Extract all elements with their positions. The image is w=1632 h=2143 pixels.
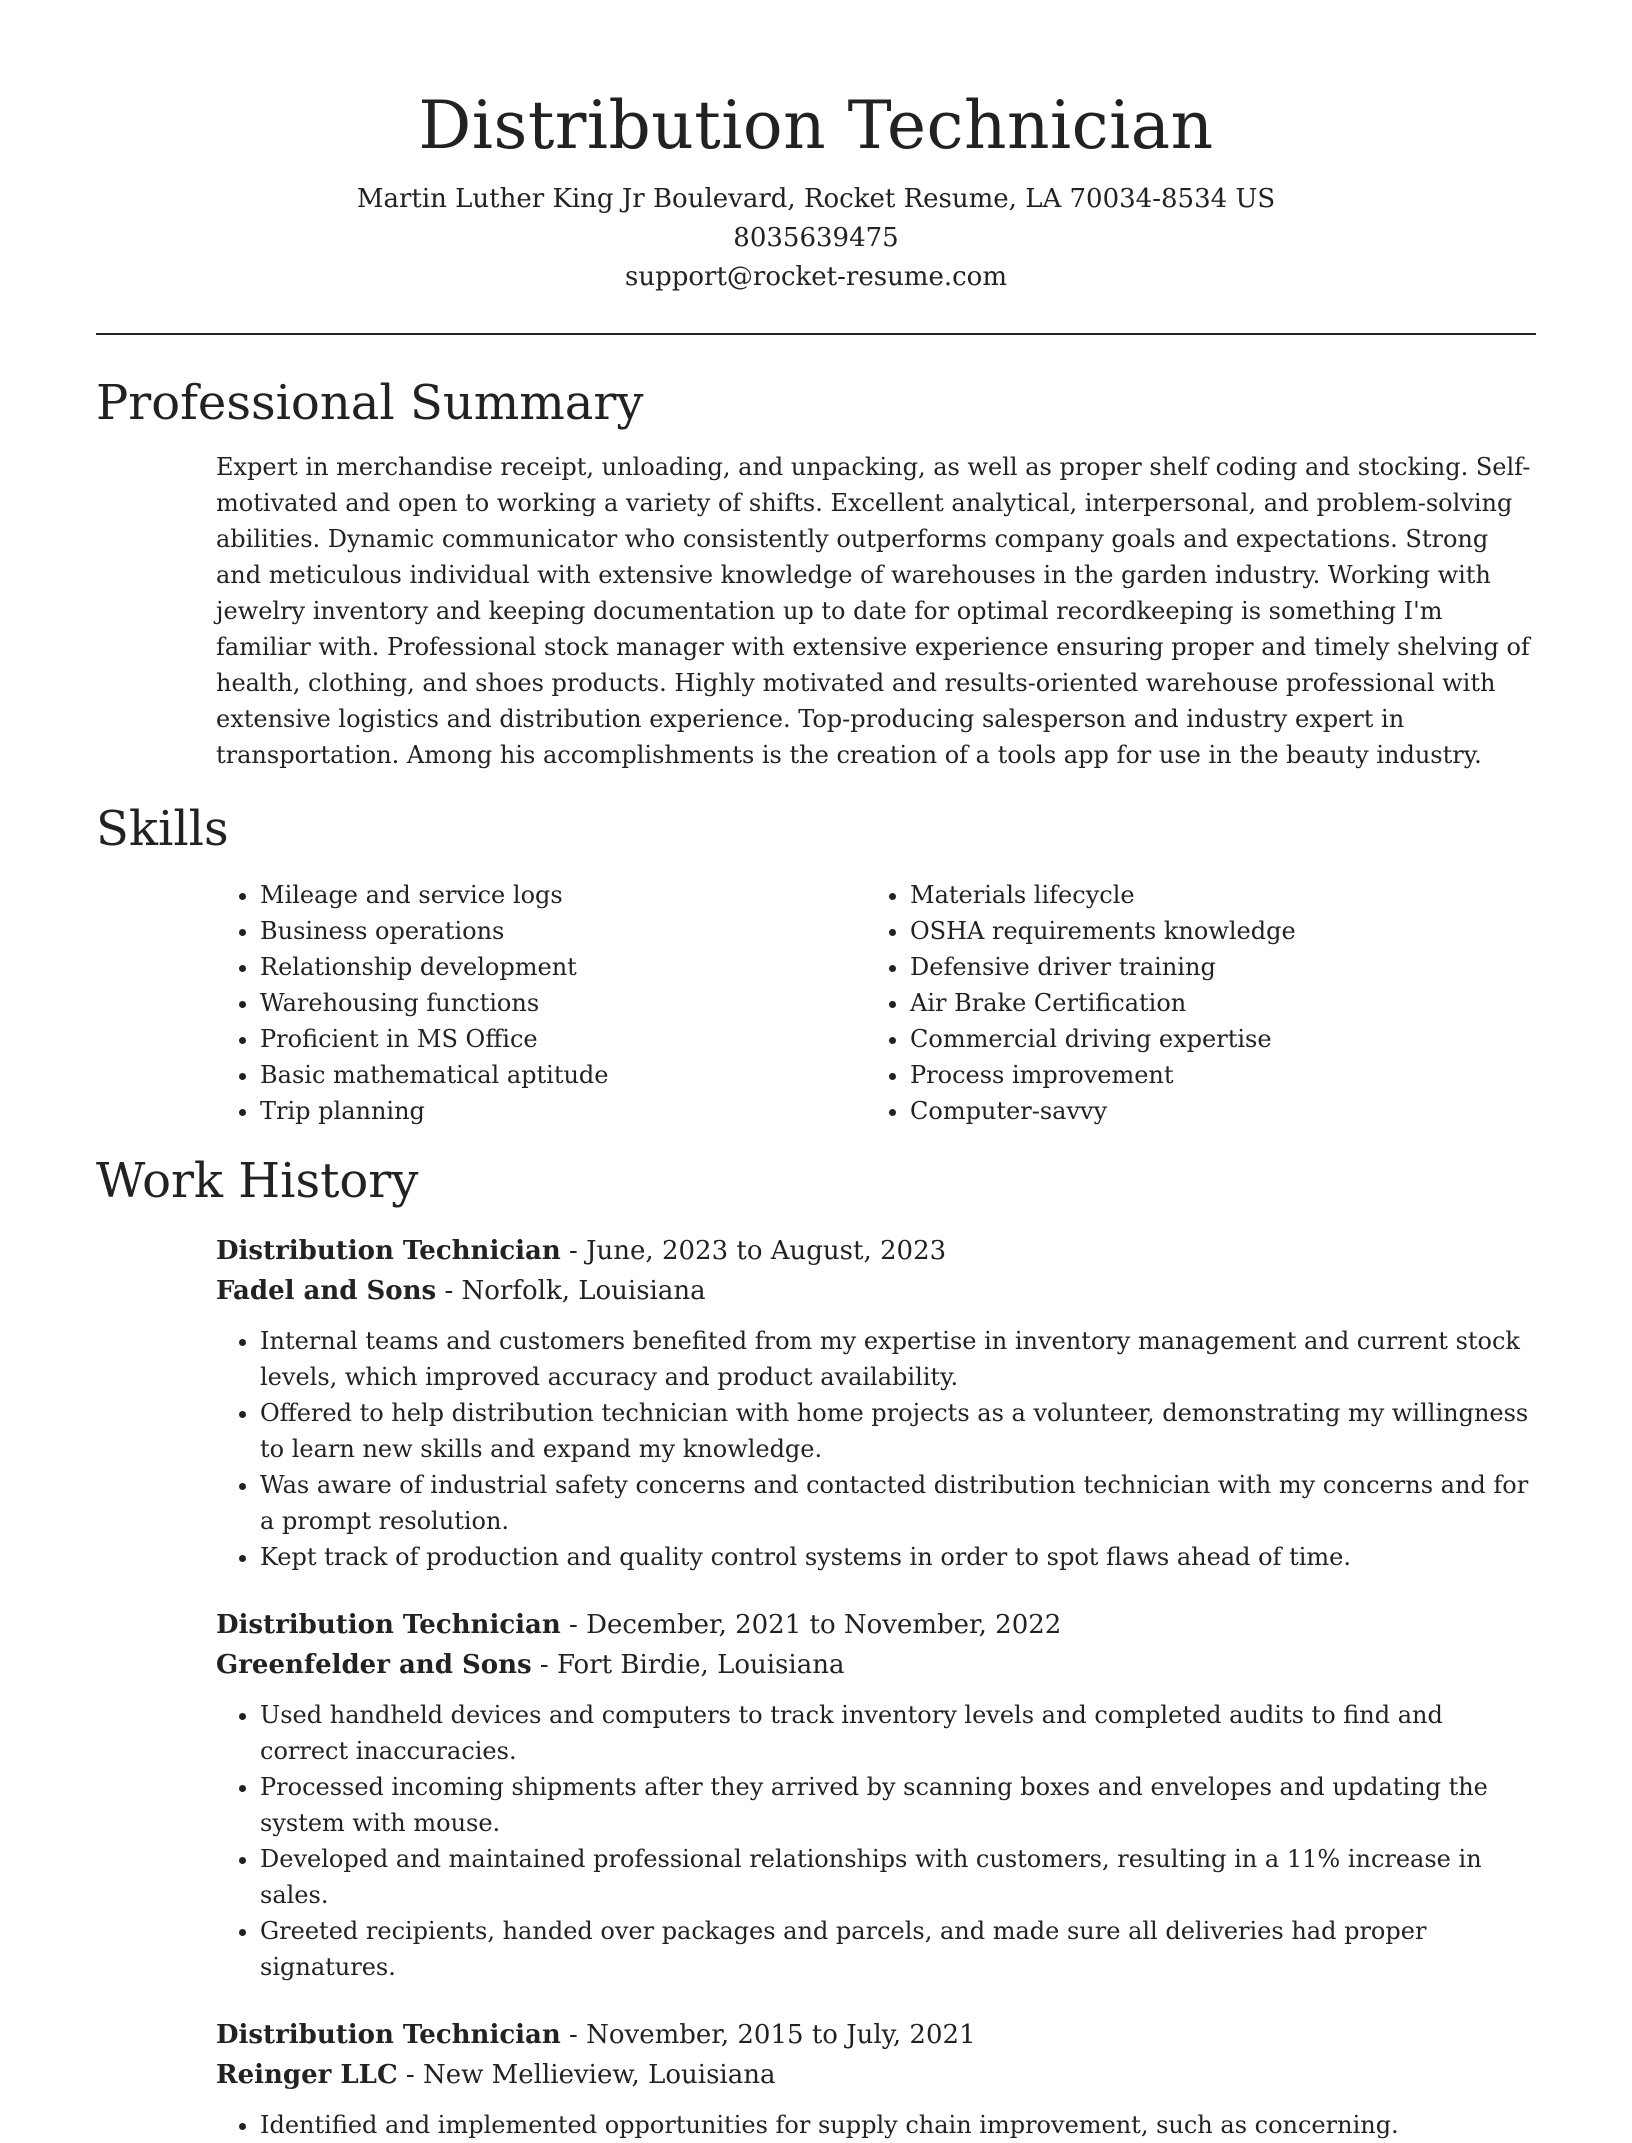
summary-text: Expert in merchandise receipt, unloading, and unpacking, as well as proper shelf coding and stocking. Self-motivated and open to working a variety of shifts. Excellent analytical, interpersonal, and problem-solving abilities. Dynamic communicator who consistently outperforms company goals and expectations. Strong and meticulous individual with extensive knowledge of warehouses in the garden industry. Working with jewelry inventory and keeping documentation up to date for optimal recordkeeping is something I'm familiar with. Professional stock manager with extensive experience ensuring proper and timely shelving of health, clothing, and shoes products. Highly motivated and results-oriented warehouse professional with extensive logistics and distribution experience. Top-producing salesperson and industry expert in transportation. Among his accomplishments is the creation of a tools app for use in the beauty industry. xyxy=(216,453,1531,769)
job-bullet: • Kept track of production and quality control systems in order to spot flaws ahead of time. xyxy=(260,1539,1536,1575)
job-bullet: • Greeted recipients, handed over packages and parcels, and made sure all deliveries had proper signatures. xyxy=(260,1913,1536,1985)
skill-item: • Warehousing functions xyxy=(260,985,866,1021)
job-title: Distribution Technician xyxy=(216,1610,561,1640)
job-bullet: • Identified and implemented opportunities for supply chain improvement, such as concerning. xyxy=(260,2107,1536,2143)
job-dates: December, 2021 to November, 2022 xyxy=(586,1610,1062,1640)
section-title-summary: Professional Summary xyxy=(96,375,644,431)
header-divider xyxy=(96,333,1536,335)
skills-grid xyxy=(216,877,1536,1129)
job-title-line: Distribution Technician - June, 2023 to August, 2023 xyxy=(216,1236,947,1266)
skill-item: • Proficient in MS Office xyxy=(260,1021,866,1057)
skill-item: • Materials lifecycle xyxy=(910,877,1516,913)
job-title-line: Distribution Technician - November, 2015 to July, 2021 xyxy=(216,2020,976,2050)
skill-item: • Trip planning xyxy=(260,1093,866,1129)
job-bullet: • Processed incoming shipments after they arrived by scanning boxes and envelopes and updating the system with mouse. xyxy=(260,1769,1536,1841)
job-company-line: Greenfelder and Sons - Fort Birdie, Louisiana xyxy=(216,1650,845,1680)
job-bullet: • Used handheld devices and computers to track inventory levels and completed audits to find and correct inaccuracies. xyxy=(260,1697,1536,1769)
skill-item: • Relationship development xyxy=(260,949,866,985)
skills-column-left xyxy=(216,877,866,1129)
job-location: Fort Birdie, Louisiana xyxy=(556,1650,845,1680)
job-entry xyxy=(216,2015,1536,2143)
job-title: Distribution Technician xyxy=(216,1236,561,1266)
phone-number: 8035639475 xyxy=(733,223,899,253)
skill-item: • Air Brake Certification xyxy=(910,985,1516,1021)
skills-section xyxy=(96,797,1536,1129)
company-name: Greenfelder and Sons xyxy=(216,1650,532,1680)
skills-column-right xyxy=(866,877,1516,1129)
candidate-name: Distribution Technician xyxy=(418,87,1214,164)
skill-item: • Process improvement xyxy=(910,1057,1516,1093)
job-bullets xyxy=(216,1323,1536,1575)
job-entry xyxy=(216,1231,1536,1575)
skill-item: • Mileage and service logs xyxy=(260,877,866,913)
job-bullet: • Developed and maintained professional relationships with customers, resulting in a 11% increase in sales. xyxy=(260,1841,1536,1913)
skill-item: • Business operations xyxy=(260,913,866,949)
job-entry xyxy=(216,1605,1536,1985)
job-bullet: • Was aware of industrial safety concerns and contacted distribution technician with my concerns and for a prompt resolution. xyxy=(260,1467,1536,1539)
section-title-work-history: Work History xyxy=(96,1153,419,1209)
job-bullet: • Offered to help distribution technician with home projects as a volunteer, demonstrating my willingness to learn new skills and expand my knowledge. xyxy=(260,1395,1536,1467)
job-bullets xyxy=(216,1697,1536,1985)
job-location: Norfolk, Louisiana xyxy=(461,1276,706,1306)
job-title-line: Distribution Technician - December, 2021 to November, 2022 xyxy=(216,1610,1062,1640)
job-location: New Mellieview, Louisiana xyxy=(423,2060,776,2090)
job-dates: November, 2015 to July, 2021 xyxy=(586,2020,976,2050)
section-title-skills: Skills xyxy=(96,801,229,857)
address: Martin Luther King Jr Boulevard, Rocket Resume, LA 70034-8534 US xyxy=(356,184,1276,214)
skill-item: • Basic mathematical aptitude xyxy=(260,1057,866,1093)
job-company-line: Fadel and Sons - Norfolk, Louisiana xyxy=(216,1276,706,1306)
skill-item: • Computer-savvy xyxy=(910,1093,1516,1129)
contact-info xyxy=(96,180,1536,297)
resume-header xyxy=(96,0,1536,297)
company-name: Fadel and Sons xyxy=(216,1276,437,1306)
resume-page xyxy=(96,0,1536,2143)
job-dates: June, 2023 to August, 2023 xyxy=(586,1236,947,1266)
company-name: Reinger LLC xyxy=(216,2060,398,2090)
skill-item: • Commercial driving expertise xyxy=(910,1021,1516,1057)
email-address: support@rocket-resume.com xyxy=(624,262,1007,292)
work-history-section xyxy=(96,1149,1536,2143)
professional-summary-section xyxy=(96,371,1536,773)
job-company-line: Reinger LLC - New Mellieview, Louisiana xyxy=(216,2060,776,2090)
job-bullet: • Internal teams and customers benefited from my expertise in inventory management and current stock levels, which improved accuracy and product availability. xyxy=(260,1323,1536,1395)
skill-item: • Defensive driver training xyxy=(910,949,1516,985)
job-title: Distribution Technician xyxy=(216,2020,561,2050)
skill-item: • OSHA requirements knowledge xyxy=(910,913,1516,949)
job-bullets xyxy=(216,2107,1536,2143)
